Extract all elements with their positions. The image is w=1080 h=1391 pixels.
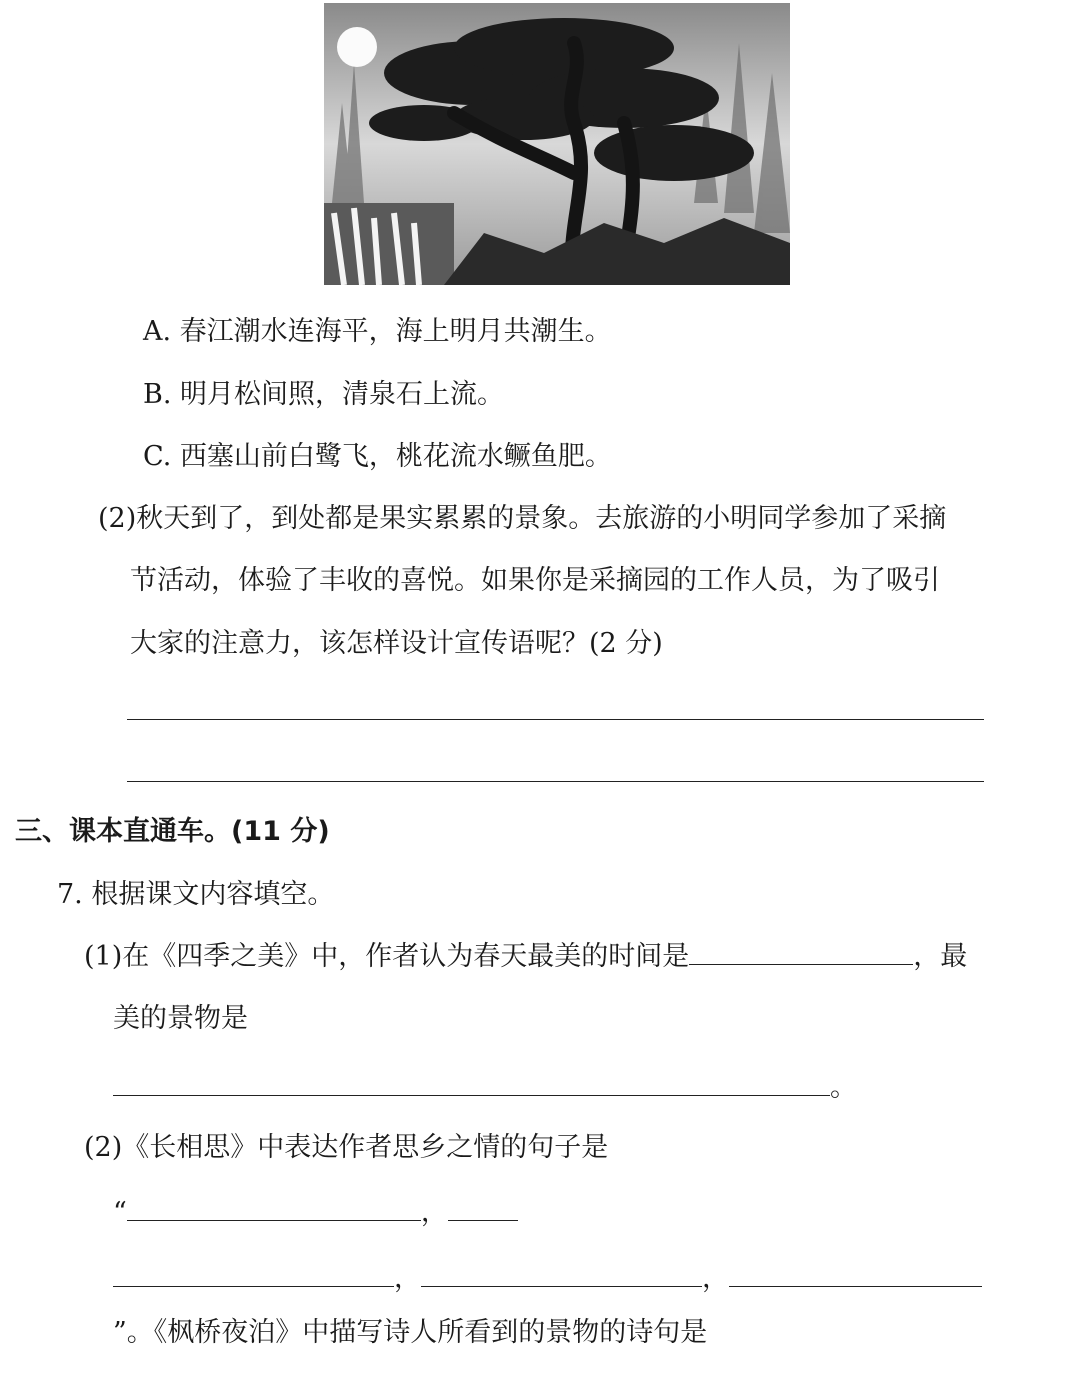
comma-1: ， [420, 1197, 448, 1228]
q7-p2-line1: (2)《长相思》中表达作者思乡之情的句子是 [84, 1132, 609, 1163]
section-title: 三、课本直通车。(11 分) [15, 816, 330, 847]
option-a: A. 春江潮水连海平，海上明月共潮生。 [143, 316, 612, 347]
blank-poem-3[interactable] [113, 1260, 394, 1287]
q7-p1-text: (1)在《四季之美》中，作者认为春天最美的时间是 [84, 941, 690, 972]
blank-spring-time[interactable] [689, 938, 913, 965]
answer-line-1[interactable] [127, 719, 984, 720]
moon-shape [337, 27, 377, 67]
q7-p1-period: 。 [830, 1072, 857, 1103]
blank-poem-2[interactable] [448, 1194, 518, 1221]
q7-p2-line3 [113, 1259, 982, 1299]
open-quote: “ [113, 1197, 127, 1228]
q7-p1-line3 [113, 1068, 857, 1108]
q7-p2-line4: ”。《枫桥夜泊》中描写诗人所看到的景物的诗句是 [113, 1317, 708, 1348]
q7-p1-line2: 美的景物是 [113, 1003, 248, 1034]
option-c: C. 西塞山前白鹭飞，桃花流水鳜鱼肥。 [143, 441, 612, 472]
blank-poem-1[interactable] [127, 1194, 421, 1221]
ink-painting-image [324, 3, 790, 285]
q6-part2-line1: (2)秋天到了，到处都是果实累累的景象。去旅游的小明同学参加了采摘 [98, 503, 947, 534]
comma-3: ， [702, 1263, 729, 1294]
pine-landscape-illustration [324, 3, 790, 285]
q6-part2-line2: 节活动，体验了丰收的喜悦。如果你是采摘园的工作人员，为了吸引 [130, 565, 940, 596]
answer-line-2[interactable] [127, 781, 984, 782]
q7-p1-line1 [84, 937, 967, 977]
q7-heading: 7. 根据课文内容填空。 [57, 879, 335, 910]
blank-poem-5[interactable] [729, 1260, 982, 1287]
blank-poem-4[interactable] [421, 1260, 702, 1287]
q6-part2-line3: 大家的注意力，该怎样设计宣传语呢？(2 分) [130, 628, 663, 659]
q7-p2-line2 [113, 1193, 518, 1233]
comma-2: ， [394, 1263, 421, 1294]
q7-p1-end: ，最 [913, 941, 968, 972]
option-b: B. 明月松间照，清泉石上流。 [143, 379, 505, 410]
blank-spring-scenery[interactable] [113, 1069, 830, 1096]
